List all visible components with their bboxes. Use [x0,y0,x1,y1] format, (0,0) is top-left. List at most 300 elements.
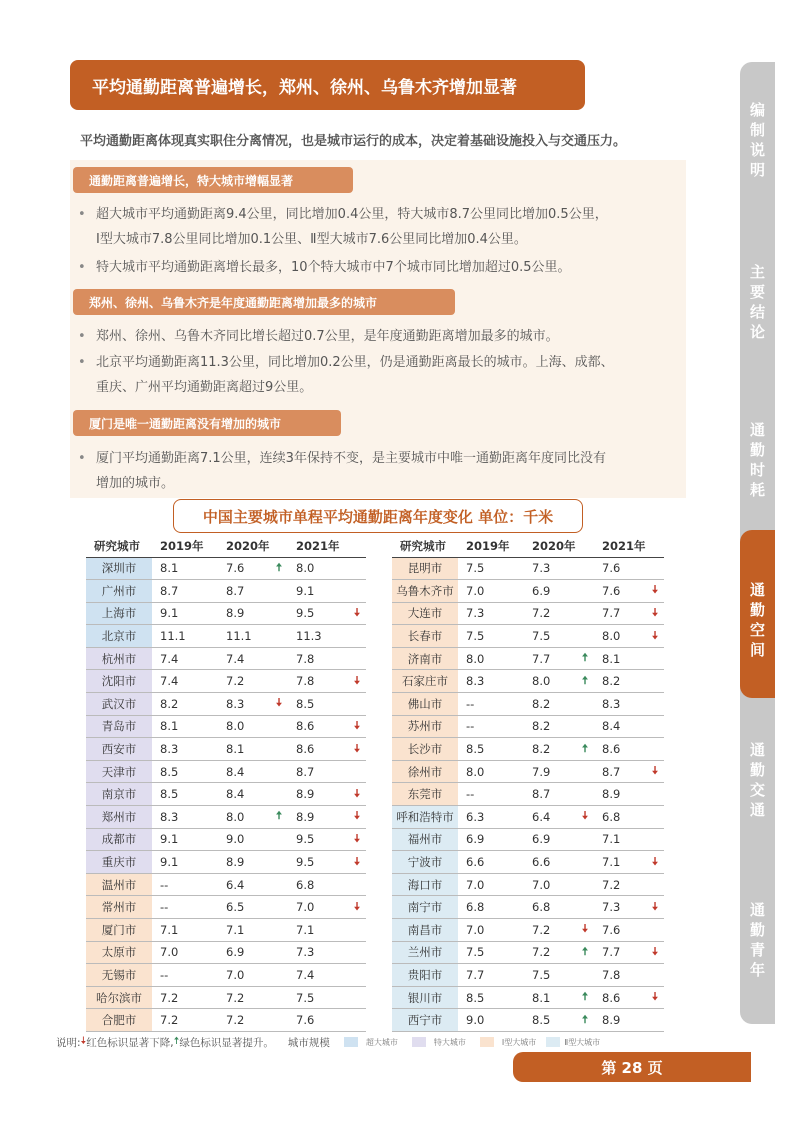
value-2019: 8.3 [152,738,218,761]
arrow-down-icon: 🠇 [348,715,366,738]
city-cell: 银川市 [392,986,458,1009]
value-2021: 8.5 [288,693,348,716]
side-tab-5[interactable]: 通勤交通 [749,741,765,819]
value-2020: 8.2 [524,693,576,716]
table-row [86,896,366,919]
change-2020 [270,760,288,783]
value-2020: 7.2 [524,941,576,964]
city-cell: 南京市 [86,783,152,806]
table-row [392,941,664,964]
value-2021: 7.8 [288,670,348,693]
table-row [392,738,664,761]
value-2020: 8.0 [218,806,270,829]
legend-super: 超大城市 [365,1037,398,1047]
value-2020: 6.5 [218,896,270,919]
value-2020: 8.0 [524,670,576,693]
value-2020: 8.3 [218,693,270,716]
city-cell: 成都市 [86,828,152,851]
legend-red-note: 红色标识显著下降, [86,1036,174,1049]
table-title: 中国主要城市单程平均通勤距离年度变化 单位：千米 [173,499,583,533]
value-2020: 8.1 [218,738,270,761]
value-2020: 7.7 [524,647,576,670]
value-2019: 8.1 [152,557,218,580]
change-2021 [646,806,664,829]
value-2019: 8.0 [458,760,524,783]
arrow-down-icon: 🠇 [348,783,366,806]
city-cell: 沈阳市 [86,670,152,693]
value-2019: -- [458,693,524,716]
city-cell: 长沙市 [392,738,458,761]
value-2019: -- [458,783,524,806]
change-2020 [270,851,288,874]
table-row [86,964,366,987]
value-2020: 9.0 [218,828,270,851]
table-row [392,580,664,603]
city-cell: 贵阳市 [392,964,458,987]
side-tab-6[interactable]: 通勤青年 [749,901,765,979]
value-2020: 7.2 [524,919,576,942]
value-2019: 8.3 [458,670,524,693]
table-row [392,964,664,987]
change-2020 [576,828,594,851]
city-cell: 太原市 [86,941,152,964]
table-row [86,986,366,1009]
city-cell: 佛山市 [392,693,458,716]
change-2020 [576,625,594,648]
value-2020: 8.7 [218,580,270,603]
city-cell: 广州市 [86,580,152,603]
value-2020: 7.2 [218,670,270,693]
change-2020 [270,873,288,896]
section-label-1: 通勤距离普遍增长，特大城市增幅显著 [73,167,353,193]
change-2021 [348,941,366,964]
table-row [86,806,366,829]
value-2019: 7.5 [458,557,524,580]
value-2021: 9.5 [288,602,348,625]
section-label-3: 厦门是唯一通勤距离没有增加的城市 [73,410,341,436]
city-cell: 南宁市 [392,896,458,919]
value-2020: 7.3 [524,557,576,580]
value-2021: 7.6 [594,919,646,942]
change-2021 [646,647,664,670]
change-2021 [646,1009,664,1032]
col-header-2020: 2020年 [218,535,288,557]
change-2021 [348,693,366,716]
value-2021: 7.1 [288,919,348,942]
value-2020: 8.9 [218,602,270,625]
value-2021: 8.2 [594,670,646,693]
change-2020 [270,1009,288,1032]
bullet-item: • 特大城市平均通勤距离增长最多，10个特大城市中7个城市同比增加超过0.5公里。 [78,260,571,275]
table-row [86,1009,366,1032]
table-row [392,647,664,670]
value-2021: 7.1 [594,828,646,851]
value-2019: 6.3 [458,806,524,829]
value-2020: 8.5 [524,1009,576,1032]
value-2020: 7.4 [218,647,270,670]
table-row [86,625,366,648]
change-2020 [576,715,594,738]
value-2021: 8.0 [288,557,348,580]
value-2021: 7.3 [288,941,348,964]
city-cell: 福州市 [392,828,458,851]
city-cell: 深圳市 [86,557,152,580]
value-2020: 7.1 [218,919,270,942]
city-cell: 兰州市 [392,941,458,964]
change-2020 [576,896,594,919]
city-cell: 重庆市 [86,851,152,874]
change-2021 [348,647,366,670]
arrow-up-icon: 🠅 [576,670,594,693]
arrow-down-icon: 🠇 [348,828,366,851]
change-2021 [348,873,366,896]
city-cell: 天津市 [86,760,152,783]
arrow-down-icon: 🠇 [646,760,664,783]
value-2021: 7.3 [594,896,646,919]
value-2021: 7.6 [288,1009,348,1032]
arrow-down-icon: 🠇 [646,625,664,648]
bullet-item: • 郑州、徐州、乌鲁木齐同比增长超过0.7公里，是年度通勤距离增加最多的城市。 [78,329,559,344]
value-2019: 6.8 [458,896,524,919]
change-2020 [576,557,594,580]
value-2019: 9.0 [458,1009,524,1032]
swatch-super [344,1037,358,1047]
table-row [392,873,664,896]
value-2019: 7.1 [152,919,218,942]
value-2020: 7.2 [218,986,270,1009]
arrow-down-icon: 🠇 [348,738,366,761]
arrow-up-icon: 🠅 [173,1035,180,1047]
table-row [86,647,366,670]
legend-prefix: 说明: [56,1036,81,1049]
value-2019: 8.7 [152,580,218,603]
col-header-2021: 2021年 [288,535,366,557]
city-cell: 苏州市 [392,715,458,738]
value-2020: 7.0 [524,873,576,896]
city-cell: 郑州市 [86,806,152,829]
section-label-2: 郑州、徐州、乌鲁木齐是年度通勤距离增加最多的城市 [73,289,455,315]
table-row [86,602,366,625]
value-2021: 8.6 [594,986,646,1009]
city-cell: 杭州市 [86,647,152,670]
value-2021: 6.8 [594,806,646,829]
value-2020: 7.9 [524,760,576,783]
change-2020 [270,647,288,670]
value-2021: 7.6 [594,580,646,603]
change-2021 [646,919,664,942]
table-row [86,670,366,693]
change-2021 [348,1009,366,1032]
arrow-down-icon: 🠇 [646,851,664,874]
value-2021: 8.6 [594,738,646,761]
table-row [392,670,664,693]
value-2021: 8.9 [594,783,646,806]
arrow-down-icon: 🠇 [646,602,664,625]
value-2019: 7.0 [458,580,524,603]
change-2021 [646,828,664,851]
value-2020: 8.2 [524,738,576,761]
city-cell: 东莞市 [392,783,458,806]
table-row [392,783,664,806]
city-cell: 温州市 [86,873,152,896]
side-tab-3[interactable]: 通勤时耗 [749,421,765,499]
city-cell: 常州市 [86,896,152,919]
value-2019: 7.0 [458,919,524,942]
city-cell: 无锡市 [86,964,152,987]
value-2021: 7.8 [594,964,646,987]
city-cell: 武汉市 [86,693,152,716]
value-2021: 9.5 [288,851,348,874]
value-2021: 8.9 [288,806,348,829]
change-2020 [270,625,288,648]
table-row [86,783,366,806]
value-2021: 7.7 [594,602,646,625]
arrow-down-icon: 🠇 [80,1035,87,1047]
change-2021 [646,670,664,693]
table-row [392,828,664,851]
city-cell: 北京市 [86,625,152,648]
change-2020 [576,602,594,625]
col-header-city: 研究城市 [392,535,458,557]
city-cell: 徐州市 [392,760,458,783]
table-row [392,602,664,625]
city-cell: 济南市 [392,647,458,670]
value-2019: 8.5 [152,760,218,783]
col-header-city: 研究城市 [86,535,152,557]
value-2019: 8.5 [458,738,524,761]
value-2021: 8.4 [594,715,646,738]
table-row [392,919,664,942]
page-title: 平均通勤距离普遍增长，郑州、徐州、乌鲁木齐增加显著 [70,60,585,110]
value-2021: 8.0 [594,625,646,648]
city-cell: 呼和浩特市 [392,806,458,829]
side-tab-4[interactable]: 通勤空间 [749,581,765,659]
change-2021 [348,919,366,942]
change-2021 [646,715,664,738]
value-2020: 6.8 [524,896,576,919]
value-2019: 8.0 [458,647,524,670]
table-row [86,760,366,783]
table-row [392,760,664,783]
page-number: 第 28 页 [513,1052,751,1082]
value-2019: 9.1 [152,602,218,625]
table-row [86,851,366,874]
change-2020 [576,964,594,987]
table-row [86,715,366,738]
value-2019: 8.2 [152,693,218,716]
legend-scale-label: 城市规模 [287,1036,330,1049]
value-2021: 8.6 [288,715,348,738]
arrow-down-icon: 🠇 [646,941,664,964]
change-2020 [270,783,288,806]
arrow-up-icon: 🠅 [576,941,594,964]
value-2021: 7.7 [594,941,646,964]
arrow-down-icon: 🠇 [646,986,664,1009]
table-row [86,580,366,603]
arrow-up-icon: 🠅 [576,1009,594,1032]
value-2019: 11.1 [152,625,218,648]
value-2019: -- [152,873,218,896]
value-2020: 6.4 [218,873,270,896]
change-2020 [576,783,594,806]
value-2021: 6.8 [288,873,348,896]
arrow-down-icon: 🠇 [270,693,288,716]
city-cell: 南昌市 [392,919,458,942]
arrow-down-icon: 🠇 [348,851,366,874]
value-2020: 7.2 [218,1009,270,1032]
value-2020: 7.0 [218,964,270,987]
value-2021: 7.2 [594,873,646,896]
city-cell: 西宁市 [392,1009,458,1032]
value-2020: 6.6 [524,851,576,874]
value-2021: 8.3 [594,693,646,716]
arrow-up-icon: 🠅 [576,986,594,1009]
value-2019: 9.1 [152,828,218,851]
table-row [392,986,664,1009]
value-2020: 8.0 [218,715,270,738]
value-2020: 6.9 [218,941,270,964]
city-cell: 宁波市 [392,851,458,874]
table-row [86,873,366,896]
arrow-down-icon: 🠇 [348,602,366,625]
value-2019: -- [152,896,218,919]
change-2020 [270,738,288,761]
change-2020 [270,964,288,987]
bullet-item: • 北京平均通勤距离11.3公里，同比增加0.2公里，仍是通勤距离最长的城市。上海、成都、 重庆、广州平均通勤距离超过9公里。 [78,355,614,395]
arrow-down-icon: 🠇 [576,919,594,942]
change-2020 [270,896,288,919]
table-row [392,625,664,648]
commute-table-left [86,535,366,1032]
value-2019: 7.3 [458,602,524,625]
change-2020 [576,873,594,896]
table-row [86,693,366,716]
value-2020: 7.2 [524,602,576,625]
table-row [86,941,366,964]
value-2019: 8.3 [152,806,218,829]
intro-text: 平均通勤距离体现真实职住分离情况，也是城市运行的成本，决定着基础设施投入与交通压力。 [80,134,627,149]
change-2021 [348,964,366,987]
arrow-down-icon: 🠇 [348,896,366,919]
col-header-2019: 2019年 [458,535,524,557]
change-2020 [576,760,594,783]
arrow-down-icon: 🠇 [348,806,366,829]
change-2021 [348,986,366,1009]
change-2020 [270,919,288,942]
bullet-item: • 超大城市平均通勤距离9.4公里，同比增加0.4公里，特大城市8.7公里同比增加0.5公里， Ⅰ型大城市7.8公里同比增加0.1公里、Ⅱ型大城市7.6公里同比增加0.4公里。 [78,207,608,247]
value-2020: 8.1 [524,986,576,1009]
value-2020: 6.9 [524,828,576,851]
legend-big1: Ⅰ型大城市 [501,1037,537,1047]
change-2021 [348,760,366,783]
change-2021 [646,873,664,896]
side-tab-1[interactable]: 编制说明 [749,101,765,179]
col-header-2021: 2021年 [594,535,664,557]
city-cell: 厦门市 [86,919,152,942]
value-2019: 7.2 [152,1009,218,1032]
change-2020 [270,580,288,603]
change-2020 [270,986,288,1009]
city-cell: 哈尔滨市 [86,986,152,1009]
table-row [86,828,366,851]
swatch-big2 [546,1037,560,1047]
value-2020: 8.2 [524,715,576,738]
table-row [392,806,664,829]
change-2020 [270,941,288,964]
value-2021: 9.1 [288,580,348,603]
change-2020 [270,715,288,738]
swatch-mega [412,1037,426,1047]
value-2019: 7.4 [152,670,218,693]
bullet-item: • 厦门平均通勤距离7.1公里，连续3年保持不变，是主要城市中唯一通勤距离年度同比没有 增加的城市。 [78,451,606,491]
value-2019: 9.1 [152,851,218,874]
city-cell: 石家庄市 [392,670,458,693]
change-2021 [646,964,664,987]
city-cell: 青岛市 [86,715,152,738]
table-row [392,715,664,738]
arrow-up-icon: 🠅 [270,557,288,580]
value-2021: 8.6 [288,738,348,761]
value-2021: 8.1 [594,647,646,670]
table-row [86,557,366,580]
value-2021: 7.6 [594,557,646,580]
table-row [392,896,664,919]
change-2021 [646,783,664,806]
value-2019: 8.5 [458,986,524,1009]
city-cell: 乌鲁木齐市 [392,580,458,603]
value-2019: 7.0 [458,873,524,896]
table-row [86,919,366,942]
city-cell: 大连市 [392,602,458,625]
table-row [86,738,366,761]
value-2021: 7.8 [288,647,348,670]
value-2020: 7.6 [218,557,270,580]
change-2021 [348,580,366,603]
legend-big2: Ⅱ型大城市 [564,1037,601,1047]
col-header-2020: 2020年 [524,535,594,557]
legend-mega: 特大城市 [433,1037,466,1047]
table-row [392,851,664,874]
value-2019: 6.9 [458,828,524,851]
side-tab-2[interactable]: 主要结论 [749,263,765,341]
city-cell: 上海市 [86,602,152,625]
arrow-down-icon: 🠇 [646,896,664,919]
change-2020 [270,828,288,851]
value-2021: 7.0 [288,896,348,919]
legend-green-note: 绿色标识显著提升。 [179,1036,274,1049]
value-2019: 7.7 [458,964,524,987]
value-2019: -- [152,964,218,987]
value-2019: 7.0 [152,941,218,964]
value-2020: 6.9 [524,580,576,603]
value-2021: 9.5 [288,828,348,851]
value-2020: 8.9 [218,851,270,874]
value-2020: 8.4 [218,783,270,806]
value-2020: 8.7 [524,783,576,806]
value-2021: 7.5 [288,986,348,1009]
col-header-2019: 2019年 [152,535,218,557]
value-2021: 11.3 [288,625,348,648]
change-2020 [576,580,594,603]
value-2021: 7.4 [288,964,348,987]
table-row [392,557,664,580]
legend [56,1033,600,1051]
table-row [392,693,664,716]
value-2020: 11.1 [218,625,270,648]
change-2020 [270,670,288,693]
arrow-up-icon: 🠅 [270,806,288,829]
arrow-up-icon: 🠅 [576,647,594,670]
